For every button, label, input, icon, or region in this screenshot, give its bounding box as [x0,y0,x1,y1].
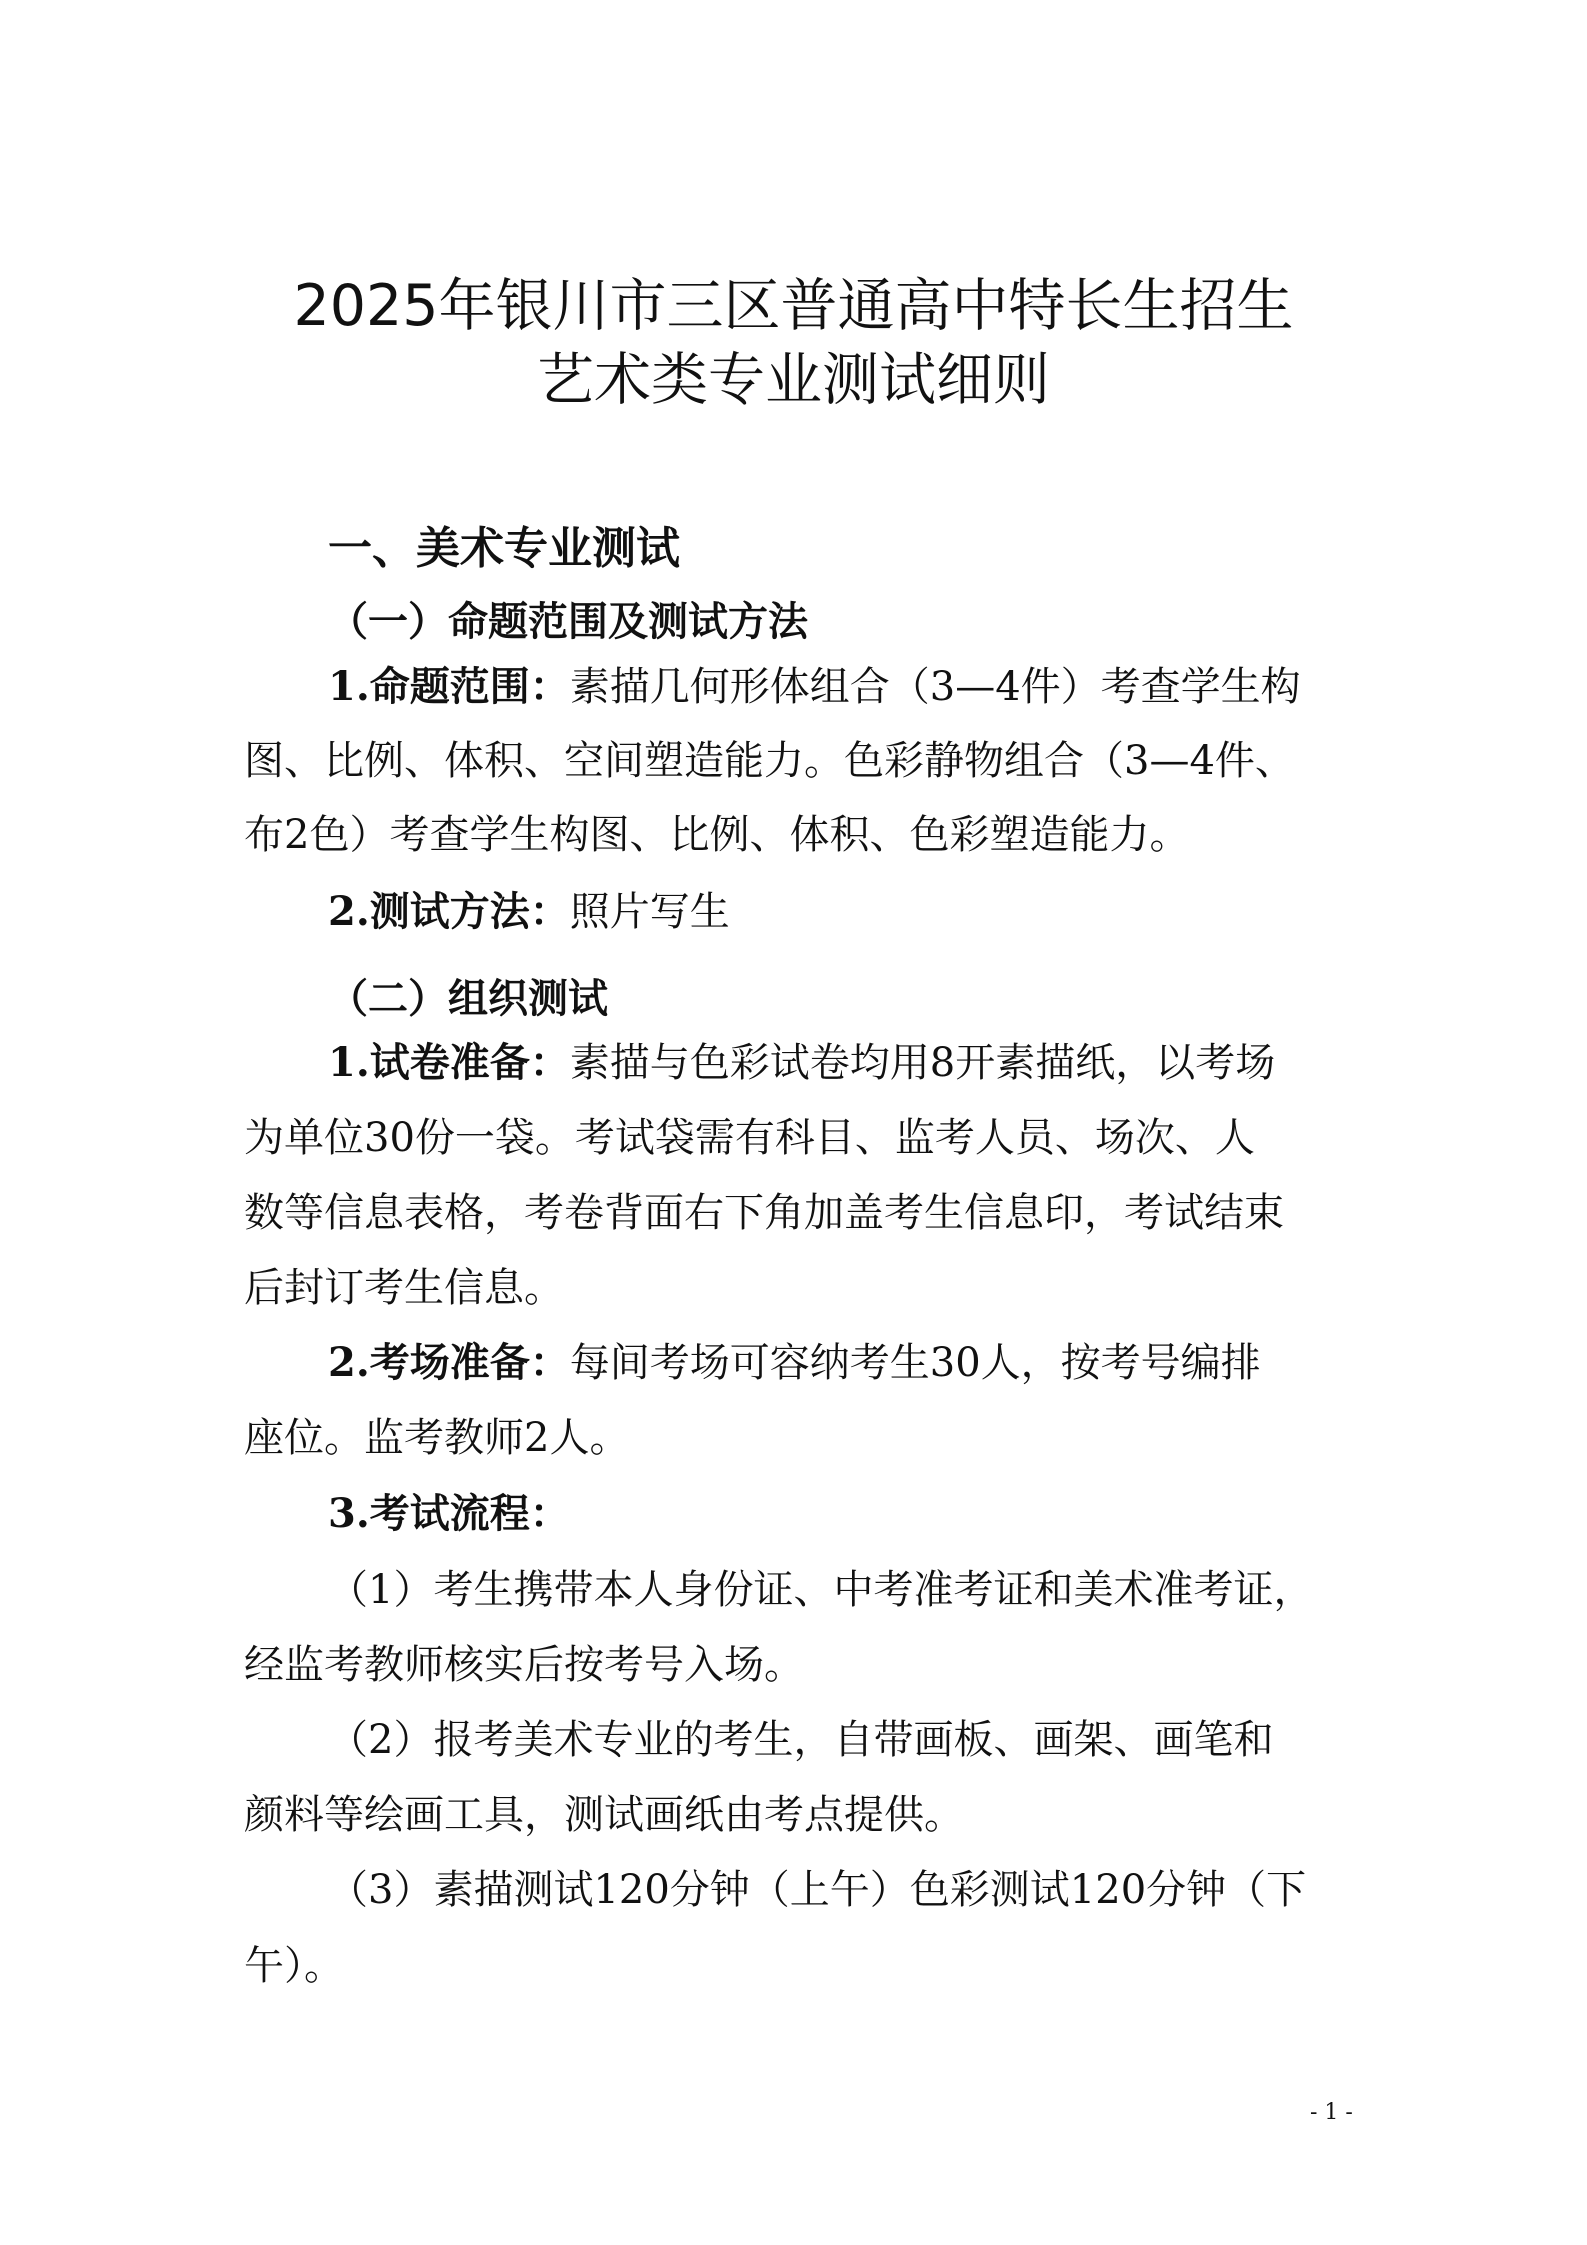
paragraph-process-2-line-2: 颜料等绘画工具，测试画纸由考点提供。 [244,1792,964,1838]
item-label: 3.考试流程： [328,1490,570,1537]
subsection-heading-organize: （二）组织测试 [328,975,608,1022]
item-text: 素描几何形体组合（3—4件）考查学生构 [569,664,1301,710]
paragraph-scope-line-1 [328,663,1301,710]
page-number: - 1 - [1310,2100,1353,2125]
paragraph-process-3-line-2: 午）。 [244,1943,344,1989]
paragraph-process-1-line-2: 经监考教师核实后按考号入场。 [244,1642,804,1688]
paragraph-paper-line-3: 数等信息表格，考卷背面右下角加盖考生信息印，考试结束 [244,1190,1284,1236]
paragraph-process-3-line-1: （3）素描测试120分钟（上午）色彩测试120分钟（下 [328,1867,1307,1913]
paragraph-process-heading [328,1490,570,1537]
item-text: 素描与色彩试卷均用8开素描纸，以考场 [569,1040,1276,1086]
paragraph-scope-line-2: 图、比例、体积、空间塑造能力。色彩静物组合（3—4件、 [244,738,1295,784]
item-text: 每间考场可容纳考生30人，按考号编排 [569,1340,1261,1386]
section-heading-art: 一、美术专业测试 [328,523,680,574]
paragraph-scope-line-3: 布2色）考查学生构图、比例、体积、色彩塑造能力。 [244,812,1190,858]
subsection-heading-scope: （一）命题范围及测试方法 [328,598,808,645]
item-label: 1.试卷准备： [328,1039,570,1086]
paragraph-process-1-line-1: （1）考生携带本人身份证、中考准考证和美术准考证， [328,1567,1314,1613]
paragraph-paper-line-2: 为单位30份一袋。考试袋需有科目、监考人员、场次、人 [244,1115,1255,1161]
paragraph-room-line-1 [328,1339,1261,1386]
paragraph-paper-line-1 [328,1039,1276,1086]
document-title-line-1: 2025年银川市三区普通高中特长生招生 [293,273,1294,339]
item-label: 2.测试方法： [328,888,570,935]
item-label: 1.命题范围： [328,663,570,710]
document-title-line-2: 艺术类专业测试细则 [537,347,1050,413]
paragraph-room-line-2: 座位。监考教师2人。 [244,1415,630,1461]
paragraph-method [328,888,730,935]
paragraph-process-2-line-1: （2）报考美术专业的考生，自带画板、画架、画笔和 [328,1717,1274,1763]
paragraph-paper-line-4: 后封订考生信息。 [244,1265,564,1311]
item-text: 照片写生 [569,889,730,935]
item-label: 2.考场准备： [328,1339,570,1386]
